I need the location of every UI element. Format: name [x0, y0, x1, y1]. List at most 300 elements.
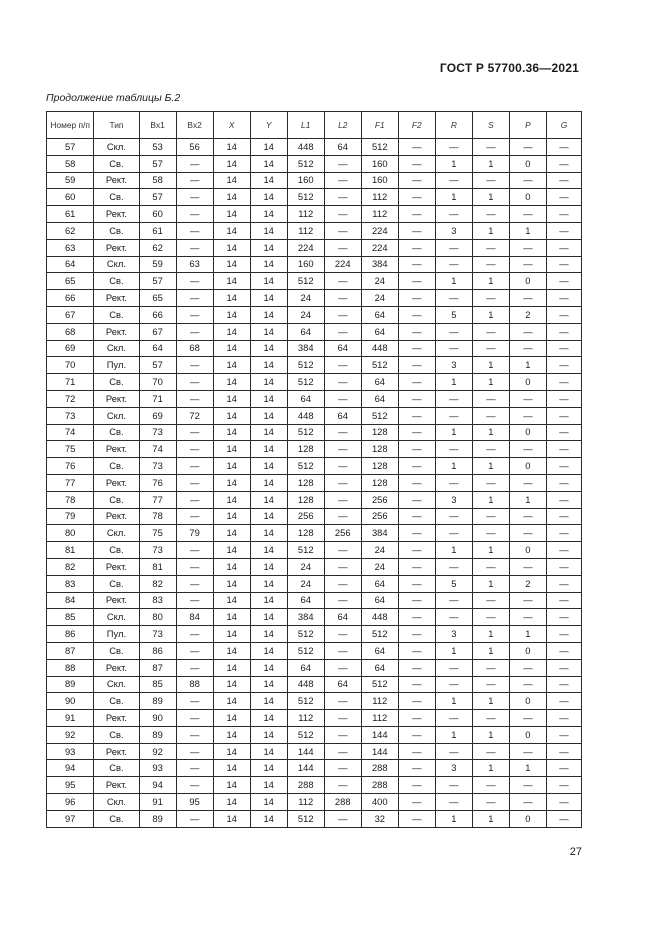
- cell-l2: —: [324, 743, 361, 760]
- cell-y: 14: [250, 659, 287, 676]
- cell-t: Скл.: [94, 794, 139, 811]
- cell-x: 14: [213, 525, 250, 542]
- cell-y: 14: [250, 592, 287, 609]
- cell-bx2: —: [176, 357, 213, 374]
- cell-r: —: [435, 525, 472, 542]
- cell-l1: 512: [287, 155, 324, 172]
- cell-x: 14: [213, 760, 250, 777]
- cell-f1: 64: [361, 659, 398, 676]
- cell-g: —: [546, 609, 581, 626]
- cell-x: 14: [213, 407, 250, 424]
- cell-f2: —: [398, 206, 435, 223]
- cell-f2: —: [398, 222, 435, 239]
- cell-r: 1: [435, 155, 472, 172]
- cell-l2: —: [324, 206, 361, 223]
- cell-g: —: [546, 374, 581, 391]
- cell-g: —: [546, 155, 581, 172]
- cell-n: 60: [47, 189, 94, 206]
- cell-bx1: 60: [139, 206, 176, 223]
- cell-y: 14: [250, 340, 287, 357]
- cell-x: 14: [213, 374, 250, 391]
- cell-bx2: —: [176, 491, 213, 508]
- cell-g: —: [546, 189, 581, 206]
- table-row: [47, 726, 582, 743]
- cell-s: 1: [472, 306, 509, 323]
- cell-n: 68: [47, 323, 94, 340]
- cell-g: —: [546, 139, 581, 156]
- cell-l1: 512: [287, 189, 324, 206]
- cell-f1: 64: [361, 323, 398, 340]
- cell-f2: —: [398, 239, 435, 256]
- cell-f2: —: [398, 592, 435, 609]
- cell-l2: 256: [324, 525, 361, 542]
- cell-f2: —: [398, 626, 435, 643]
- table-row: [47, 206, 582, 223]
- cell-l2: —: [324, 575, 361, 592]
- table-row: [47, 810, 582, 827]
- cell-r: 1: [435, 693, 472, 710]
- cell-n: 88: [47, 659, 94, 676]
- cell-x: 14: [213, 777, 250, 794]
- cell-s: —: [472, 659, 509, 676]
- cell-s: —: [472, 508, 509, 525]
- cell-g: —: [546, 474, 581, 491]
- cell-f1: 144: [361, 726, 398, 743]
- cell-f2: —: [398, 642, 435, 659]
- cell-l1: 256: [287, 508, 324, 525]
- cell-t: Св.: [94, 306, 139, 323]
- cell-bx1: 80: [139, 609, 176, 626]
- cell-p: —: [509, 777, 546, 794]
- cell-bx2: —: [176, 542, 213, 559]
- cell-f2: —: [398, 407, 435, 424]
- cell-y: 14: [250, 374, 287, 391]
- cell-y: 14: [250, 626, 287, 643]
- cell-f2: —: [398, 491, 435, 508]
- cell-g: —: [546, 172, 581, 189]
- cell-l2: —: [324, 172, 361, 189]
- cell-t: Рект.: [94, 592, 139, 609]
- cell-g: —: [546, 306, 581, 323]
- table-row: [47, 794, 582, 811]
- cell-l2: —: [324, 558, 361, 575]
- cell-r: 1: [435, 189, 472, 206]
- cell-r: 3: [435, 491, 472, 508]
- cell-f2: —: [398, 525, 435, 542]
- cell-n: 71: [47, 374, 94, 391]
- cell-n: 67: [47, 306, 94, 323]
- cell-bx1: 65: [139, 290, 176, 307]
- cell-l2: 64: [324, 340, 361, 357]
- cell-l1: 288: [287, 777, 324, 794]
- cell-g: —: [546, 810, 581, 827]
- cell-s: —: [472, 743, 509, 760]
- cell-l2: —: [324, 693, 361, 710]
- cell-f2: —: [398, 676, 435, 693]
- cell-t: Св.: [94, 693, 139, 710]
- cell-bx1: 93: [139, 760, 176, 777]
- data-table: [46, 111, 582, 828]
- cell-f1: 384: [361, 256, 398, 273]
- cell-f1: 112: [361, 189, 398, 206]
- cell-f2: —: [398, 558, 435, 575]
- cell-t: Пул.: [94, 357, 139, 374]
- cell-l2: 64: [324, 676, 361, 693]
- cell-t: Рект.: [94, 290, 139, 307]
- cell-bx2: 95: [176, 794, 213, 811]
- cell-y: 14: [250, 441, 287, 458]
- cell-x: 14: [213, 390, 250, 407]
- column-header-f1: F1: [361, 112, 398, 139]
- cell-f1: 64: [361, 642, 398, 659]
- cell-f1: 288: [361, 777, 398, 794]
- cell-f1: 512: [361, 676, 398, 693]
- cell-n: 72: [47, 390, 94, 407]
- cell-l1: 512: [287, 693, 324, 710]
- cell-f1: 448: [361, 609, 398, 626]
- cell-n: 64: [47, 256, 94, 273]
- cell-bx2: —: [176, 693, 213, 710]
- cell-bx1: 87: [139, 659, 176, 676]
- cell-n: 93: [47, 743, 94, 760]
- cell-l1: 64: [287, 592, 324, 609]
- cell-bx2: —: [176, 172, 213, 189]
- cell-g: —: [546, 626, 581, 643]
- cell-f1: 512: [361, 626, 398, 643]
- cell-bx2: —: [176, 810, 213, 827]
- cell-n: 82: [47, 558, 94, 575]
- cell-f2: —: [398, 693, 435, 710]
- cell-r: 1: [435, 810, 472, 827]
- cell-s: —: [472, 239, 509, 256]
- cell-t: Скл.: [94, 256, 139, 273]
- cell-l1: 64: [287, 659, 324, 676]
- cell-bx1: 57: [139, 357, 176, 374]
- cell-y: 14: [250, 693, 287, 710]
- cell-y: 14: [250, 139, 287, 156]
- cell-x: 14: [213, 273, 250, 290]
- cell-l1: 384: [287, 609, 324, 626]
- cell-t: Скл.: [94, 407, 139, 424]
- cell-f2: —: [398, 390, 435, 407]
- cell-p: —: [509, 340, 546, 357]
- table-row: [47, 273, 582, 290]
- cell-g: —: [546, 239, 581, 256]
- cell-x: 14: [213, 139, 250, 156]
- cell-f2: —: [398, 609, 435, 626]
- cell-bx1: 57: [139, 189, 176, 206]
- table-row: [47, 306, 582, 323]
- cell-t: Скл.: [94, 340, 139, 357]
- table-row: [47, 290, 582, 307]
- cell-n: 69: [47, 340, 94, 357]
- cell-x: 14: [213, 542, 250, 559]
- cell-bx2: —: [176, 155, 213, 172]
- cell-g: —: [546, 642, 581, 659]
- cell-s: 1: [472, 189, 509, 206]
- cell-g: —: [546, 760, 581, 777]
- cell-g: —: [546, 525, 581, 542]
- column-header-l1: L1: [287, 112, 324, 139]
- cell-t: Св.: [94, 726, 139, 743]
- table-row: [47, 693, 582, 710]
- cell-y: 14: [250, 390, 287, 407]
- column-header-r: R: [435, 112, 472, 139]
- cell-y: 14: [250, 357, 287, 374]
- cell-l1: 512: [287, 357, 324, 374]
- cell-x: 14: [213, 256, 250, 273]
- cell-x: 14: [213, 626, 250, 643]
- table-row: [47, 508, 582, 525]
- cell-s: —: [472, 172, 509, 189]
- cell-s: —: [472, 558, 509, 575]
- cell-x: 14: [213, 575, 250, 592]
- cell-p: —: [509, 172, 546, 189]
- cell-l2: —: [324, 458, 361, 475]
- cell-n: 81: [47, 542, 94, 559]
- cell-p: 0: [509, 642, 546, 659]
- cell-l2: 64: [324, 139, 361, 156]
- cell-l1: 112: [287, 710, 324, 727]
- cell-t: Рект.: [94, 743, 139, 760]
- cell-f1: 256: [361, 508, 398, 525]
- cell-l1: 512: [287, 273, 324, 290]
- cell-f2: —: [398, 306, 435, 323]
- cell-f2: —: [398, 155, 435, 172]
- cell-bx2: —: [176, 273, 213, 290]
- column-header-x: X: [213, 112, 250, 139]
- cell-x: 14: [213, 794, 250, 811]
- cell-s: —: [472, 777, 509, 794]
- cell-y: 14: [250, 642, 287, 659]
- cell-p: —: [509, 609, 546, 626]
- cell-l2: —: [324, 222, 361, 239]
- cell-r: —: [435, 777, 472, 794]
- cell-bx2: —: [176, 306, 213, 323]
- table-row: [47, 357, 582, 374]
- cell-l1: 112: [287, 222, 324, 239]
- cell-l1: 64: [287, 390, 324, 407]
- cell-n: 89: [47, 676, 94, 693]
- cell-g: —: [546, 390, 581, 407]
- cell-t: Св.: [94, 760, 139, 777]
- cell-f1: 24: [361, 542, 398, 559]
- cell-f1: 24: [361, 558, 398, 575]
- cell-f1: 112: [361, 693, 398, 710]
- cell-s: —: [472, 676, 509, 693]
- table-row: [47, 592, 582, 609]
- cell-s: —: [472, 592, 509, 609]
- cell-y: 14: [250, 710, 287, 727]
- cell-bx1: 71: [139, 390, 176, 407]
- cell-r: —: [435, 139, 472, 156]
- cell-bx2: —: [176, 390, 213, 407]
- cell-t: Св.: [94, 491, 139, 508]
- cell-p: —: [509, 407, 546, 424]
- cell-t: Рект.: [94, 777, 139, 794]
- cell-r: —: [435, 743, 472, 760]
- cell-r: —: [435, 592, 472, 609]
- cell-p: 0: [509, 693, 546, 710]
- cell-bx1: 64: [139, 340, 176, 357]
- cell-x: 14: [213, 239, 250, 256]
- cell-bx2: —: [176, 710, 213, 727]
- cell-f1: 24: [361, 273, 398, 290]
- cell-r: —: [435, 172, 472, 189]
- cell-r: 1: [435, 424, 472, 441]
- cell-x: 14: [213, 726, 250, 743]
- cell-t: Св.: [94, 222, 139, 239]
- column-header-f2: F2: [398, 112, 435, 139]
- cell-bx1: 73: [139, 542, 176, 559]
- cell-x: 14: [213, 424, 250, 441]
- cell-bx2: 68: [176, 340, 213, 357]
- table-row: [47, 743, 582, 760]
- cell-l2: —: [324, 760, 361, 777]
- cell-y: 14: [250, 810, 287, 827]
- cell-n: 62: [47, 222, 94, 239]
- cell-r: —: [435, 323, 472, 340]
- cell-s: —: [472, 794, 509, 811]
- cell-f1: 64: [361, 592, 398, 609]
- cell-l1: 24: [287, 306, 324, 323]
- cell-l2: 224: [324, 256, 361, 273]
- cell-f2: —: [398, 340, 435, 357]
- table-row: [47, 155, 582, 172]
- cell-p: 0: [509, 374, 546, 391]
- cell-bx2: —: [176, 743, 213, 760]
- cell-l2: —: [324, 374, 361, 391]
- cell-bx2: —: [176, 458, 213, 475]
- cell-p: —: [509, 239, 546, 256]
- cell-p: 0: [509, 189, 546, 206]
- cell-g: —: [546, 558, 581, 575]
- cell-l1: 24: [287, 558, 324, 575]
- cell-f2: —: [398, 189, 435, 206]
- cell-f1: 128: [361, 441, 398, 458]
- cell-l1: 64: [287, 323, 324, 340]
- cell-t: Рект.: [94, 474, 139, 491]
- cell-g: —: [546, 794, 581, 811]
- table-row: [47, 222, 582, 239]
- cell-t: Св.: [94, 542, 139, 559]
- cell-s: 1: [472, 726, 509, 743]
- cell-l2: —: [324, 474, 361, 491]
- cell-l2: —: [324, 273, 361, 290]
- header-row: [47, 112, 582, 139]
- cell-n: 91: [47, 710, 94, 727]
- cell-s: —: [472, 139, 509, 156]
- cell-t: Рект.: [94, 239, 139, 256]
- cell-y: 14: [250, 290, 287, 307]
- cell-l2: —: [324, 306, 361, 323]
- cell-x: 14: [213, 306, 250, 323]
- cell-r: —: [435, 710, 472, 727]
- cell-y: 14: [250, 542, 287, 559]
- cell-bx2: —: [176, 424, 213, 441]
- cell-bx1: 73: [139, 424, 176, 441]
- cell-bx2: —: [176, 642, 213, 659]
- column-header-s: S: [472, 112, 509, 139]
- cell-f1: 512: [361, 357, 398, 374]
- cell-f1: 64: [361, 575, 398, 592]
- cell-p: 1: [509, 357, 546, 374]
- cell-y: 14: [250, 189, 287, 206]
- cell-f1: 64: [361, 374, 398, 391]
- cell-n: 87: [47, 642, 94, 659]
- cell-p: 1: [509, 222, 546, 239]
- cell-n: 63: [47, 239, 94, 256]
- table-header: [47, 112, 582, 139]
- cell-l1: 160: [287, 256, 324, 273]
- table-row: [47, 491, 582, 508]
- cell-r: —: [435, 441, 472, 458]
- cell-y: 14: [250, 676, 287, 693]
- cell-t: Св.: [94, 810, 139, 827]
- cell-t: Рект.: [94, 390, 139, 407]
- cell-bx1: 75: [139, 525, 176, 542]
- cell-p: —: [509, 525, 546, 542]
- cell-f2: —: [398, 710, 435, 727]
- cell-g: —: [546, 424, 581, 441]
- cell-bx1: 89: [139, 810, 176, 827]
- cell-p: —: [509, 290, 546, 307]
- cell-t: Скл.: [94, 525, 139, 542]
- cell-t: Скл.: [94, 676, 139, 693]
- cell-bx1: 57: [139, 273, 176, 290]
- cell-f2: —: [398, 424, 435, 441]
- cell-y: 14: [250, 491, 287, 508]
- cell-f1: 224: [361, 239, 398, 256]
- cell-l1: 448: [287, 407, 324, 424]
- cell-bx2: —: [176, 558, 213, 575]
- cell-y: 14: [250, 508, 287, 525]
- cell-bx1: 83: [139, 592, 176, 609]
- cell-bx1: 89: [139, 726, 176, 743]
- cell-bx1: 73: [139, 626, 176, 643]
- table-row: [47, 390, 582, 407]
- table-caption: Продолжение таблицы Б.2: [46, 92, 181, 104]
- cell-l1: 112: [287, 206, 324, 223]
- cell-s: —: [472, 407, 509, 424]
- cell-f1: 32: [361, 810, 398, 827]
- cell-bx1: 91: [139, 794, 176, 811]
- cell-t: Св.: [94, 575, 139, 592]
- table-row: [47, 407, 582, 424]
- cell-r: —: [435, 558, 472, 575]
- cell-bx2: —: [176, 374, 213, 391]
- table-row: [47, 575, 582, 592]
- cell-x: 14: [213, 592, 250, 609]
- cell-f1: 224: [361, 222, 398, 239]
- cell-p: 0: [509, 273, 546, 290]
- cell-x: 14: [213, 441, 250, 458]
- cell-y: 14: [250, 458, 287, 475]
- cell-x: 14: [213, 189, 250, 206]
- cell-f1: 384: [361, 525, 398, 542]
- cell-s: 1: [472, 155, 509, 172]
- cell-p: 1: [509, 491, 546, 508]
- cell-t: Скл.: [94, 139, 139, 156]
- cell-l2: 64: [324, 609, 361, 626]
- cell-p: 0: [509, 155, 546, 172]
- cell-g: —: [546, 323, 581, 340]
- cell-r: 1: [435, 458, 472, 475]
- cell-t: Св.: [94, 458, 139, 475]
- cell-l2: —: [324, 710, 361, 727]
- cell-n: 96: [47, 794, 94, 811]
- cell-l1: 512: [287, 374, 324, 391]
